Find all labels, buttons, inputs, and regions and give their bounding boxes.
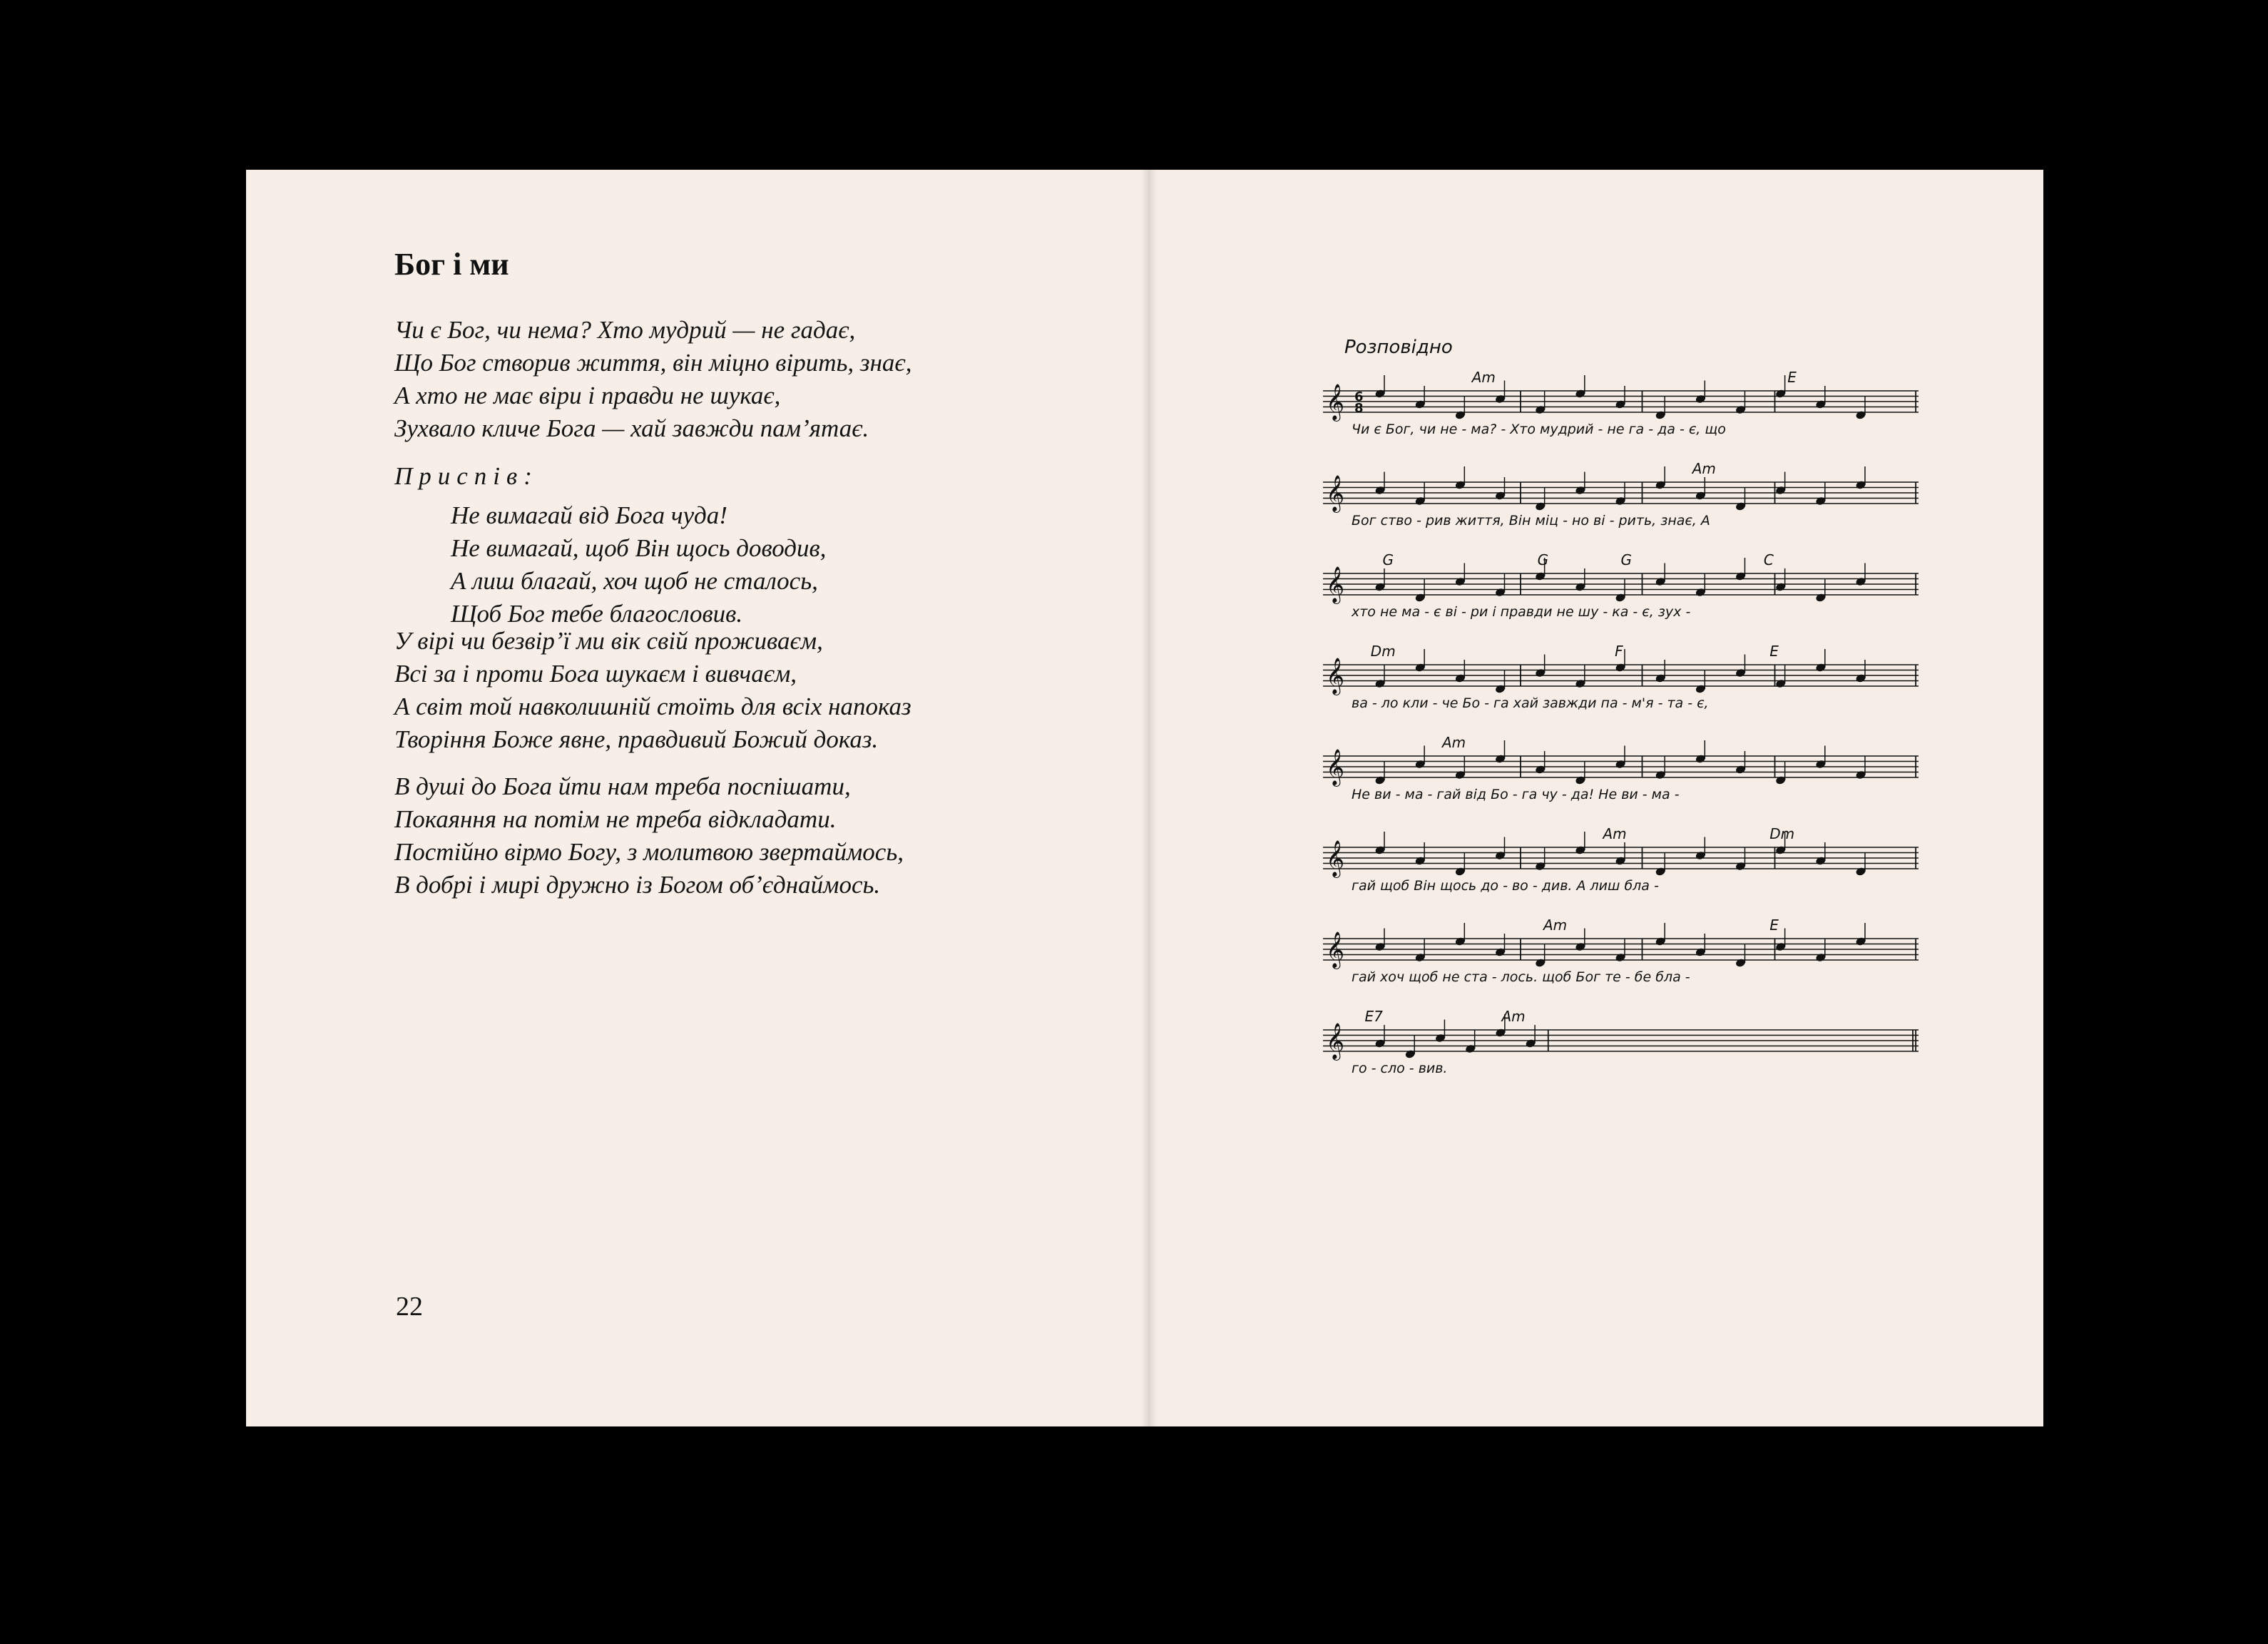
chord-symbol: Am bbox=[1692, 460, 1716, 477]
chord-symbol: E bbox=[1769, 643, 1779, 660]
refrain-line: Не вимагай, щоб Він щось доводив, bbox=[451, 534, 827, 562]
refrain-line: А лиш благай, хоч щоб не сталось, bbox=[451, 567, 818, 595]
music-score bbox=[1319, 349, 1933, 1076]
chord-symbol: E bbox=[1787, 369, 1797, 386]
stanza-3 bbox=[394, 770, 904, 902]
verse-line: Всі за і проти Бога шукаєм і вивчаєм, bbox=[394, 660, 797, 688]
chord-symbol: E7 bbox=[1364, 1008, 1383, 1025]
lyrics-line: Бог ство - рив життя, Він міц - но ві - рить, знає, А bbox=[1352, 513, 1710, 529]
verse-line: Що Бог створив життя, він міцно вірить, знає, bbox=[394, 349, 912, 377]
tempo-marking: Розповідно bbox=[1344, 337, 1453, 358]
lyrics-line: гай хоч щоб не ста - лось. щоб Бог те - бе бла - bbox=[1352, 969, 1690, 985]
treble-clef-icon: 𝄞 bbox=[1326, 566, 1345, 603]
chord-symbol: E bbox=[1769, 917, 1779, 934]
chord-symbol: Dm bbox=[1769, 825, 1795, 842]
chord-symbol: G bbox=[1382, 551, 1394, 568]
chord-symbol: Am bbox=[1471, 369, 1496, 386]
chord-symbol: G bbox=[1620, 551, 1632, 568]
refrain-line: Щоб Бог тебе благословив. bbox=[451, 600, 743, 628]
verse-line: Постійно вірмо Богу, з молитвою звертаймось, bbox=[394, 838, 904, 866]
time-signature-bottom: 8 bbox=[1354, 401, 1364, 416]
refrain bbox=[451, 499, 826, 630]
refrain-label: Приспів: bbox=[394, 462, 538, 490]
chord-symbol: G bbox=[1537, 551, 1549, 568]
lyrics-line: хто не ма - є ві - ри і правди не шу - ка - є, зух - bbox=[1352, 604, 1691, 620]
stanza-2 bbox=[394, 625, 911, 756]
verse-line: У вірі чи безвір’ї ми вік свій проживаєм, bbox=[394, 627, 823, 655]
treble-clef-icon: 𝄞 bbox=[1326, 475, 1345, 511]
page-number: 22 bbox=[396, 1292, 423, 1322]
treble-clef-icon: 𝄞 bbox=[1326, 749, 1345, 785]
verse-line: Зухвало кличе Бога — хай завжди пам’ятає. bbox=[394, 414, 869, 442]
verse-line: Чи є Бог, чи нема? Хто мудрий — не гадає, bbox=[394, 316, 856, 344]
chord-symbol: Am bbox=[1442, 734, 1466, 751]
treble-clef-icon: 𝄞 bbox=[1326, 1023, 1345, 1059]
lyrics-line: Не ви - ма - гай від Бо - га чу - да! Не ви - ма - bbox=[1352, 787, 1680, 802]
verse-line: Творіння Боже явне, правдивий Божий доказ. bbox=[394, 725, 879, 753]
stanza-1 bbox=[394, 314, 911, 445]
book-spine bbox=[1141, 170, 1157, 1426]
verse-line: В душі до Бога йти нам треба поспішати, bbox=[394, 772, 851, 800]
verse-line: В добрі і мирі дружно із Богом об’єднаймось. bbox=[394, 871, 881, 899]
verse-line: А світ той навколишній стоїть для всіх напоказ bbox=[394, 693, 911, 720]
lyrics-line: Чи є Бог, чи не - ма? - Хто мудрий - не га - да - є, що bbox=[1352, 422, 1726, 437]
treble-clef-icon: 𝄞 bbox=[1326, 840, 1345, 877]
verse-line: Покаяння на потім не треба відкладати. bbox=[394, 805, 837, 833]
treble-clef-icon: 𝄞 bbox=[1326, 931, 1345, 968]
chord-symbol: Am bbox=[1543, 917, 1568, 934]
verse-line: А хто не має віри і правди не шукає, bbox=[394, 382, 781, 409]
chord-symbol: C bbox=[1763, 551, 1774, 568]
time-signature-top: 6 bbox=[1354, 389, 1364, 404]
lyrics-line: го - сло - вив. bbox=[1352, 1061, 1448, 1076]
treble-clef-icon: 𝄞 bbox=[1326, 658, 1345, 694]
lyrics-line: гай щоб Він щось до - во - див. А лиш бла - bbox=[1352, 878, 1659, 894]
chord-symbol: Dm bbox=[1370, 643, 1396, 660]
refrain-line: Не вимагай від Бога чуда! bbox=[451, 501, 727, 529]
chord-symbol: Am bbox=[1603, 825, 1627, 842]
lyrics-line: ва - ло кли - че Бо - га хай завжди па - м'я - та - є, bbox=[1352, 695, 1709, 711]
chord-symbol: Am bbox=[1501, 1008, 1526, 1025]
song-title: Бог і ми bbox=[394, 247, 509, 282]
chord-symbol: F bbox=[1615, 643, 1623, 660]
treble-clef-icon: 𝄞 bbox=[1326, 384, 1345, 420]
bleed-through-title bbox=[1690, 257, 1697, 284]
